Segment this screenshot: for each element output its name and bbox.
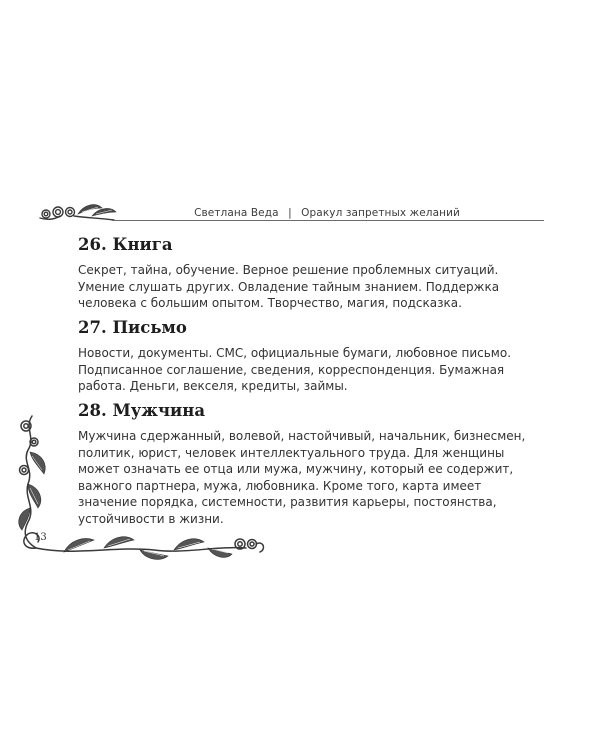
entry-title: 27. Письмо (78, 318, 187, 337)
footer-vine-ornament (14, 408, 274, 568)
page-number: 13 (34, 532, 47, 543)
entry-title: 26. Книга (78, 235, 173, 254)
entry-title: 28. Мужчина (78, 401, 206, 420)
entry-text: Секрет, тайна, обучение. Верное решение проблемных ситуаций. Умение слушать других. Овладение тайным знанием. Поддержка человека с большим опытом. Творчество, магия, подсказка. (78, 263, 500, 310)
running-head-author: Светлана Веда (194, 207, 279, 219)
entry-text: Новости, документы. СМС, официальные бумаги, любовное письмо. Подписанное соглашение, сведения, корреспонденция. Бумажная работа. Деньги, векселя, кредиты, займы. (78, 346, 512, 393)
entry-text: Мужчина сдержанный, волевой, настойчивый, начальник, бизнесмен, политик, юрист, человек интеллектуального труда. Для женщины может означать ее отца или мужа, мужчину, который ее содержит, важного партнера, мужа, любовника. Кроме того, карта имеет значение порядка, системности, развития карьеры, постоянства, устойчивости в жизни. (78, 429, 526, 526)
running-head-separator: | (288, 207, 292, 219)
entry-card-27 (78, 317, 543, 395)
running-head-book-title: Оракул запретных желаний (301, 207, 460, 219)
entry-card-26 (78, 234, 543, 312)
running-head (110, 207, 544, 219)
header-rule (112, 220, 544, 221)
